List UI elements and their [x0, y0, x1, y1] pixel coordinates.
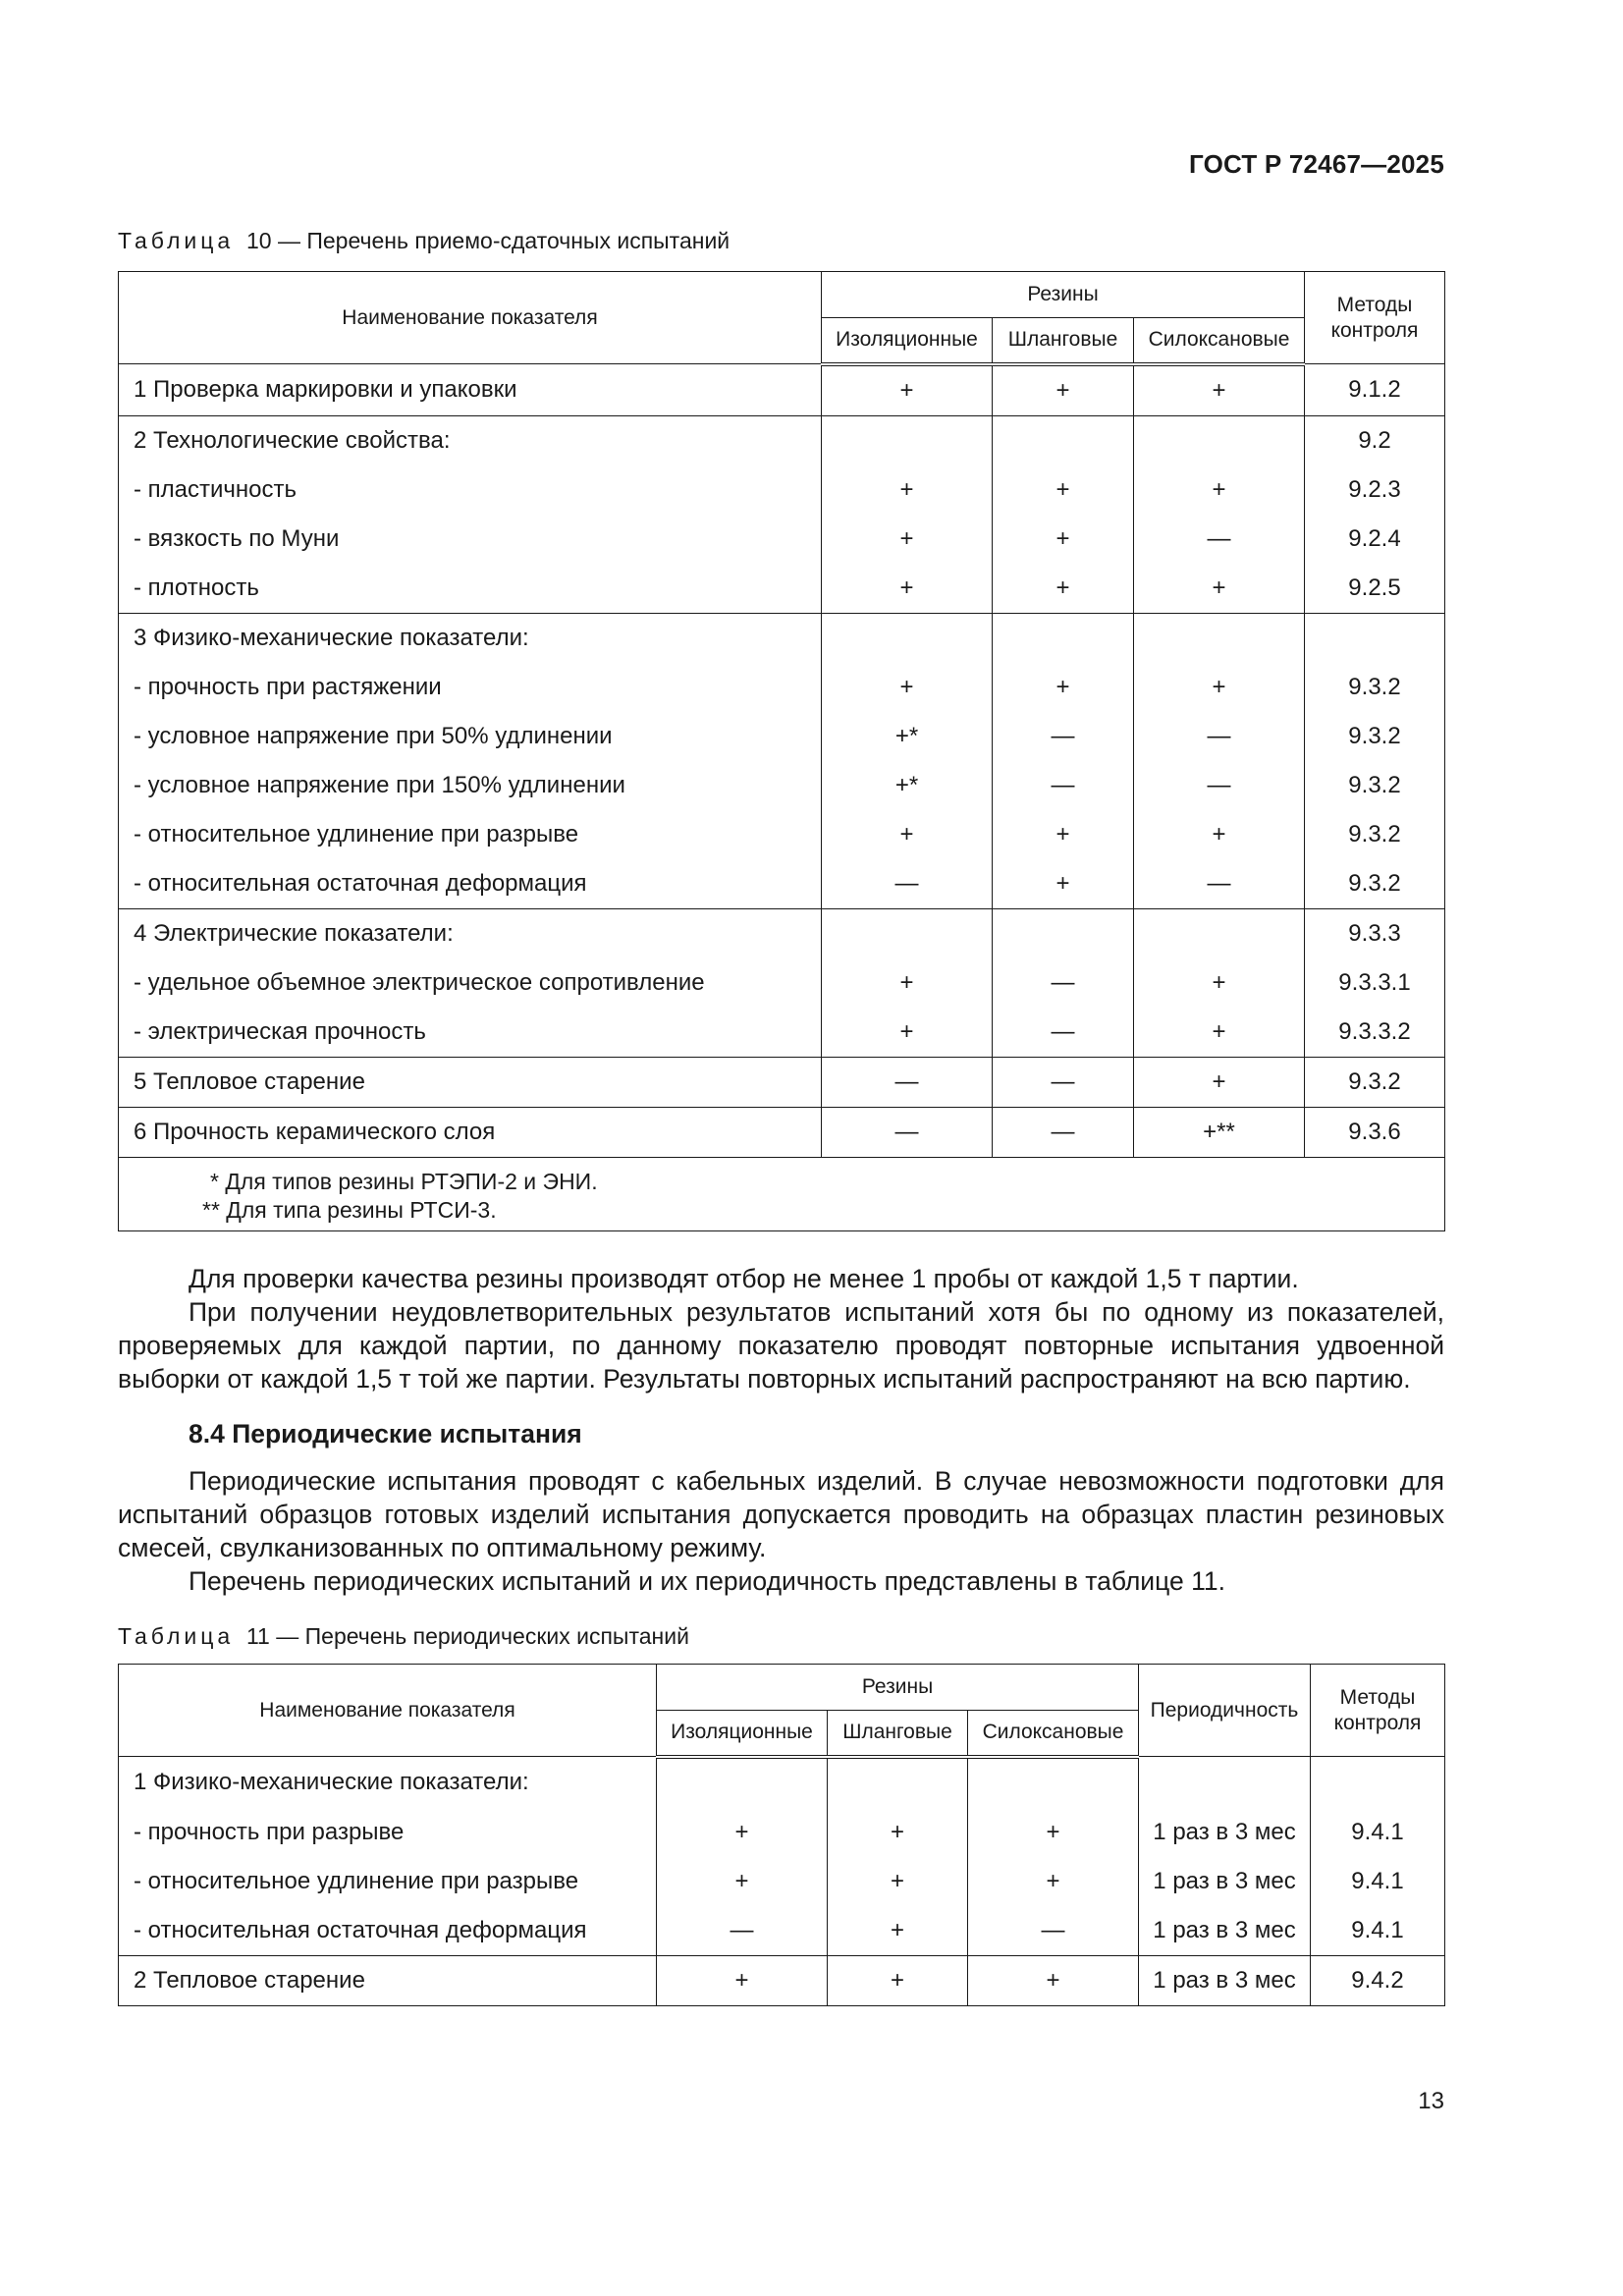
cell-method: 9.3.6	[1305, 1107, 1445, 1157]
table-row	[119, 663, 1445, 712]
table-row	[119, 613, 1445, 663]
paragraph: Перечень периодических испытаний и их периодичность представлены в таблице 11.	[189, 1566, 1225, 1596]
cell-periodicity: 1 раз в 3 мес	[1139, 1857, 1311, 1906]
cell-siloxane: +	[968, 1808, 1139, 1857]
cell-hose	[993, 613, 1134, 663]
cell-siloxane: —	[1134, 859, 1305, 909]
table10-head-methods: Методы контроля	[1305, 272, 1445, 364]
cell-hose: +	[828, 1906, 968, 1956]
cell-insulating	[822, 613, 993, 663]
cell-hose: +	[828, 1955, 968, 2005]
table-row	[119, 1107, 1445, 1157]
paragraph: Периодические испытания проводят с кабельных изделий. В случае невозможности подготовки для испытаний образцов готовых изделий испытания допускается проводить на образцах пластин резиновых смесей, свулканизованных по оптимальному режиму.	[118, 1466, 1444, 1562]
row-name: 3 Физико-механические показатели:	[119, 613, 822, 663]
cell-hose: —	[993, 958, 1134, 1008]
text-block-1	[118, 1262, 1444, 1395]
cell-method: 9.2	[1305, 415, 1445, 465]
table11-caption-text: 11 — Перечень периодических испытаний	[245, 1623, 689, 1649]
cell-hose: +	[993, 564, 1134, 614]
table-row	[119, 465, 1445, 515]
cell-siloxane	[1134, 415, 1305, 465]
cell-siloxane: +	[1134, 564, 1305, 614]
row-name: - удельное объемное электрическое сопротивление	[119, 958, 822, 1008]
table-row	[119, 515, 1445, 564]
cell-method: 9.1.2	[1305, 364, 1445, 416]
cell-periodicity: 1 раз в 3 мес	[1139, 1955, 1311, 2005]
cell-insulating	[822, 908, 993, 958]
cell-hose: —	[993, 761, 1134, 810]
table10	[118, 271, 1445, 1231]
cell-method: 9.3.2	[1305, 810, 1445, 859]
cell-insulating: —	[822, 1107, 993, 1157]
table10-footnote-1: * Для типов резины РТЭПИ-2 и ЭНИ.	[210, 1168, 598, 1194]
table-row	[119, 1906, 1445, 1956]
table-row	[119, 1955, 1445, 2005]
table10-footnotes	[119, 1157, 1445, 1230]
cell-hose: +	[993, 810, 1134, 859]
cell-hose: +	[993, 515, 1134, 564]
row-name: 2 Тепловое старение	[119, 1955, 657, 2005]
row-name: - вязкость по Муни	[119, 515, 822, 564]
text-block-2	[118, 1464, 1444, 1598]
cell-hose: —	[993, 1008, 1134, 1058]
cell-hose: —	[993, 712, 1134, 761]
cell-siloxane: +	[1134, 1008, 1305, 1058]
cell-periodicity: 1 раз в 3 мес	[1139, 1906, 1311, 1956]
table11-head-insulating: Изоляционные	[657, 1711, 828, 1757]
table-row	[119, 1757, 1445, 1808]
cell-siloxane: +	[1134, 1057, 1305, 1107]
cell-siloxane: —	[968, 1906, 1139, 1956]
cell-hose	[993, 908, 1134, 958]
cell-siloxane: +	[1134, 663, 1305, 712]
row-name: - плотность	[119, 564, 822, 614]
row-name: 5 Тепловое старение	[119, 1057, 822, 1107]
table-row	[119, 859, 1445, 909]
cell-insulating: +*	[822, 761, 993, 810]
cell-method: 9.4.2	[1311, 1955, 1445, 2005]
cell-method: 9.3.2	[1305, 859, 1445, 909]
cell-siloxane: +	[1134, 465, 1305, 515]
table10-head-siloxane: Силоксановые	[1134, 318, 1305, 364]
cell-method: 9.3.2	[1305, 1057, 1445, 1107]
cell-hose: +	[993, 465, 1134, 515]
table-row	[119, 1857, 1445, 1906]
table11-head-siloxane: Силоксановые	[968, 1711, 1139, 1757]
table10-head-rubbers: Резины	[822, 272, 1305, 318]
cell-insulating: +	[657, 1955, 828, 2005]
section-heading: 8.4 Периодические испытания	[189, 1419, 582, 1449]
cell-hose: —	[993, 1107, 1134, 1157]
row-name: 2 Технологические свойства:	[119, 415, 822, 465]
table-row	[119, 1008, 1445, 1058]
table10-caption-label: Таблица	[118, 228, 235, 253]
cell-hose: +	[993, 663, 1134, 712]
paragraph: При получении неудовлетворительных результатов испытаний хотя бы по одному из показателей, проверяемых для каждой партии, по данному показателю проводят повторные испытания удвоенной выборки от каждой 1,5 т той же партии. Результаты повторных испытаний распространяют на всю партию.	[118, 1297, 1444, 1394]
cell-method: 9.2.5	[1305, 564, 1445, 614]
table-row	[119, 415, 1445, 465]
cell-siloxane	[968, 1757, 1139, 1808]
table-row	[119, 908, 1445, 958]
row-name: - прочность при растяжении	[119, 663, 822, 712]
table11	[118, 1664, 1445, 2006]
table11-head-rubbers: Резины	[657, 1665, 1139, 1711]
table-row	[119, 958, 1445, 1008]
table-row	[119, 1808, 1445, 1857]
cell-method: 9.3.2	[1305, 712, 1445, 761]
table11-caption	[118, 1623, 689, 1650]
cell-insulating: +	[822, 663, 993, 712]
cell-insulating: +	[822, 564, 993, 614]
cell-insulating: —	[822, 859, 993, 909]
row-name: - пластичность	[119, 465, 822, 515]
cell-siloxane: +	[1134, 810, 1305, 859]
cell-siloxane: +**	[1134, 1107, 1305, 1157]
cell-siloxane	[1134, 908, 1305, 958]
cell-insulating	[822, 415, 993, 465]
table-row	[119, 564, 1445, 614]
cell-method: 9.4.1	[1311, 1808, 1445, 1857]
cell-method: 9.3.2	[1305, 663, 1445, 712]
cell-method: 9.3.3.1	[1305, 958, 1445, 1008]
cell-insulating: +*	[822, 712, 993, 761]
cell-siloxane: +	[968, 1857, 1139, 1906]
table-row	[119, 761, 1445, 810]
cell-method	[1305, 613, 1445, 663]
cell-hose: +	[828, 1857, 968, 1906]
table-row	[119, 364, 1445, 416]
cell-hose	[828, 1757, 968, 1808]
page-number: 13	[1418, 2088, 1444, 2114]
cell-periodicity: 1 раз в 3 мес	[1139, 1808, 1311, 1857]
cell-method: 9.2.3	[1305, 465, 1445, 515]
table10-caption	[118, 228, 730, 254]
cell-insulating: +	[822, 810, 993, 859]
cell-method	[1311, 1757, 1445, 1808]
cell-method: 9.3.3.2	[1305, 1008, 1445, 1058]
row-name: 6 Прочность керамического слоя	[119, 1107, 822, 1157]
cell-insulating: +	[657, 1808, 828, 1857]
cell-siloxane: +	[1134, 958, 1305, 1008]
table-row	[119, 712, 1445, 761]
row-name: 4 Электрические показатели:	[119, 908, 822, 958]
cell-siloxane: —	[1134, 515, 1305, 564]
cell-method: 9.3.2	[1305, 761, 1445, 810]
row-name: - относительная остаточная деформация	[119, 859, 822, 909]
cell-method: 9.2.4	[1305, 515, 1445, 564]
cell-periodicity	[1139, 1757, 1311, 1808]
table11-body	[119, 1757, 1445, 2006]
cell-insulating: +	[822, 465, 993, 515]
row-name: - относительное удлинение при разрыве	[119, 810, 822, 859]
table11-head-hose: Шланговые	[828, 1711, 968, 1757]
table11-head-name: Наименование показателя	[119, 1665, 657, 1757]
cell-siloxane	[1134, 613, 1305, 663]
table10-head-name: Наименование показателя	[119, 272, 822, 364]
row-name: - электрическая прочность	[119, 1008, 822, 1058]
cell-method: 9.3.3	[1305, 908, 1445, 958]
row-name: - относительная остаточная деформация	[119, 1906, 657, 1956]
cell-insulating	[657, 1757, 828, 1808]
table11-head-methods: Методы контроля	[1311, 1665, 1445, 1757]
row-name: 1 Физико-механические показатели:	[119, 1757, 657, 1808]
cell-siloxane: +	[1134, 364, 1305, 416]
cell-insulating: +	[657, 1857, 828, 1906]
document-code: ГОСТ Р 72467—2025	[1189, 149, 1444, 179]
table10-head-hose: Шланговые	[993, 318, 1134, 364]
cell-insulating: +	[822, 958, 993, 1008]
cell-hose: +	[993, 859, 1134, 909]
cell-insulating: +	[822, 364, 993, 416]
cell-hose	[993, 415, 1134, 465]
table11-head-periodicity: Периодичность	[1139, 1665, 1311, 1757]
table-row	[119, 1057, 1445, 1107]
cell-hose: —	[993, 1057, 1134, 1107]
cell-method: 9.4.1	[1311, 1857, 1445, 1906]
row-name: - условное напряжение при 150% удлинении	[119, 761, 822, 810]
table10-caption-text: 10 — Перечень приемо-сдаточных испытаний	[245, 228, 730, 253]
table-row	[119, 810, 1445, 859]
paragraph: Для проверки качества резины производят отбор не менее 1 пробы от каждой 1,5 т партии.	[189, 1264, 1299, 1293]
row-name: - прочность при разрыве	[119, 1808, 657, 1857]
table10-head-insulating: Изоляционные	[822, 318, 993, 364]
cell-siloxane: +	[968, 1955, 1139, 2005]
row-name: - относительное удлинение при разрыве	[119, 1857, 657, 1906]
cell-insulating: —	[822, 1057, 993, 1107]
table10-body	[119, 364, 1445, 1231]
cell-method: 9.4.1	[1311, 1906, 1445, 1956]
cell-insulating: +	[822, 515, 993, 564]
row-name: 1 Проверка маркировки и упаковки	[119, 364, 822, 416]
cell-siloxane: —	[1134, 712, 1305, 761]
cell-insulating: —	[657, 1906, 828, 1956]
cell-siloxane: —	[1134, 761, 1305, 810]
table11-caption-label: Таблица	[118, 1623, 235, 1649]
cell-hose: +	[828, 1808, 968, 1857]
row-name: - условное напряжение при 50% удлинении	[119, 712, 822, 761]
cell-insulating: +	[822, 1008, 993, 1058]
cell-hose: +	[993, 364, 1134, 416]
table10-footnote-2: ** Для типа резины РТСИ-3.	[202, 1196, 497, 1223]
